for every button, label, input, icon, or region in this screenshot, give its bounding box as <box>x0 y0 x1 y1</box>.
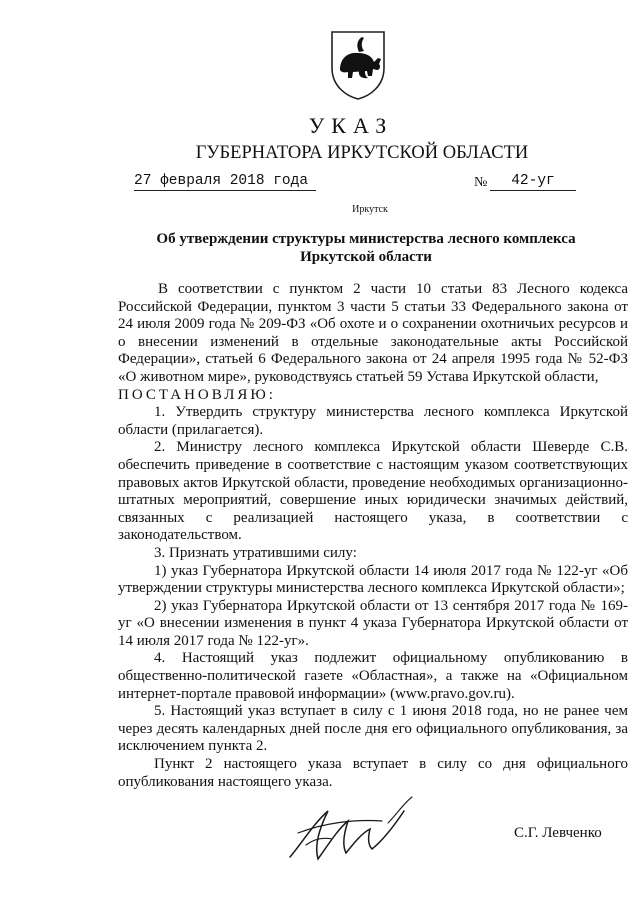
preamble: В соответствии с пунктом 2 части 10 статьи 83 Лесного кодекса Российской Федерации, пунктом 3 части 5 статьи 33 Федерального закона от 24 июля 2009 года № 209-ФЗ «Об охоте и о сохранении охотничьих ресурсов и о внесении изменений в отдельные законодательные акты Российской Федерации», статьей 6 Федерального закона от 24 апреля 1995 года № 52-ФЗ «О животном мире», руководствуясь статьей 59 Устава Иркутской области, <box>118 281 628 385</box>
item-3: 3. Признать утратившими силу: <box>154 544 357 561</box>
decree-body <box>118 281 628 791</box>
item-5: 5. Настоящий указ вступает в силу с 1 июня 2018 года, но не ранее чем через десять календарных дней после дня его официального опубликования, за исключением пункта 2. <box>118 703 628 755</box>
coat-of-arms-icon <box>326 28 390 100</box>
signature-icon <box>284 793 418 869</box>
document-type: УКАЗ <box>308 113 394 138</box>
decree-title-line-2: Иркутской области <box>300 249 432 265</box>
final-paragraph: Пункт 2 настоящего указа вступает в силу со дня официального опубликования настоящего указа. <box>118 756 628 790</box>
city: Иркутск <box>352 204 388 215</box>
decree-title <box>100 230 632 266</box>
issuer-title: ГУБЕРНАТОРА ИРКУТСКОЙ ОБЛАСТИ <box>195 143 529 163</box>
item-1: 1. Утвердить структуру министерства лесного комплекса Иркутской области (прилагается). <box>118 404 628 438</box>
decree-word <box>118 387 628 405</box>
decree-title-line-1: Об утверждении структуры министерства лесного комплекса <box>156 231 576 247</box>
item-2: 2. Министру лесного комплекса Иркутской области Шеверде С.В. обеспечить приведение в соответствие с настоящим указом соответствующих правовых актов Иркутской области, проведение необходимых организационно-штатных мероприятий, совершение иных юридически значимых действий, связанных с реализацией настоящего указа, в соответствии с законодательством. <box>118 439 628 544</box>
signer-name: С.Г. Левченко <box>514 825 602 841</box>
item-3-subitem-1: 1) указ Губернатора Иркутской области 14 июля 2017 года № 122-уг «Об утверждении структуры министерства лесного комплекса Иркутской области»; <box>118 562 628 597</box>
item-4: 4. Настоящий указ подлежит официальному опубликованию в общественно-политической газете «Областная», а также на «Официальном интернет-портале правовой информации» (www.pravo.gov.ru). <box>118 650 628 702</box>
decree-number: 42-уг <box>490 173 576 191</box>
number-sign: № <box>474 175 488 190</box>
decree-word-text: ПОСТАНОВЛЯЮ: <box>118 386 276 403</box>
item-3-subitem-2: 2) указ Губернатора Иркутской области от 13 сентября 2017 года № 169-уг «О внесении изменения в пункт 4 указа Губернатора Иркутской области от 14 июля 2017 года № 122-уг». <box>118 597 628 649</box>
decree-date: 27 февраля 2018 года <box>134 173 316 191</box>
